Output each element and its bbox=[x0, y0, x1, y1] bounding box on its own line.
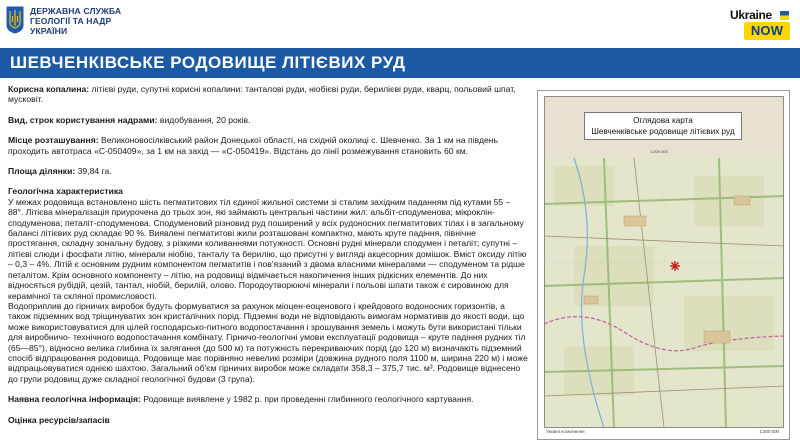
trident-emblem-icon bbox=[6, 6, 24, 34]
location-text: Великоновосілківський район Донецької області, на східній околиці с. Шевченко. За 1 км на південь проходить автотраса «С-050409», за 1 км на захід — «С-050419». Відстань до лінії розмежування становить 60 км. bbox=[8, 135, 499, 156]
ukraine-flag-icon bbox=[780, 11, 789, 20]
location-section bbox=[8, 135, 528, 156]
map-legend-label: Умовні позначення bbox=[546, 429, 585, 434]
agency-line-2: ГЕОЛОГІЇ ТА НАДР bbox=[30, 16, 112, 26]
usage-section bbox=[8, 115, 528, 125]
usage-label: Вид, строк користування надрами: bbox=[8, 114, 158, 125]
area-label: Площа ділянки: bbox=[8, 166, 76, 177]
brand-word: Ukraine bbox=[730, 8, 772, 22]
brand-badge: NOW bbox=[744, 22, 790, 40]
overview-map bbox=[537, 90, 790, 440]
resources-label: Оцінка ресурсів/запасів bbox=[8, 414, 110, 425]
deposit-description bbox=[8, 84, 528, 425]
ukraine-now-logo bbox=[730, 8, 792, 42]
usage-text: видобування, 20 років. bbox=[157, 114, 251, 125]
water-text: Водоприплив до гірничих виробок будуть формуватися за рахунок міоцен-еоценового і крейдового водоносних горизонтів, а також підземних вод тріщинуватих зон кристалічних порід. Підземні води не відповідають вимогам нормативів до якості води, що може використовуватися для цілей господарсько-питного водопостачання і зрошування земель і можуть бути використані тільки для виробничо- технічного водопостачання комбінату. Гірничо-геологічні умови експлуатації родовища – круте падіння рудних тіл (65—85°), відносно велика глибина їх залягання (до 500 м) та потужність перекриваючих порід (до 120 м) визначають підземний спосіб відпрацювання родовища. Родовище має порівняно невеликі розміри (довжина рудного поля 1100 м, ширина 220 м) і може відпрацьовуватися однією шахтою. Загальний об'єм гірничих виробок може складати 358,3 – 375,7 тис. м³. Родовище віднесено до групи родовищ дуже складної геологічної будови (3 група). bbox=[8, 300, 528, 384]
water-section bbox=[8, 301, 528, 384]
header bbox=[0, 0, 800, 46]
agency-name bbox=[30, 6, 121, 36]
area-section bbox=[8, 166, 528, 176]
location-label: Місце розташування: bbox=[8, 135, 99, 146]
title-bar bbox=[0, 48, 800, 78]
geology-section bbox=[8, 186, 528, 300]
area-text: 39,84 га. bbox=[75, 166, 112, 177]
map-caption-title: Оглядова карта bbox=[633, 116, 693, 125]
agency-line-3: УКРАЇНИ bbox=[30, 26, 68, 36]
minerals-text: літієві руди, супутні корисні копалини: танталові руди, ніобієві руди, берилієві руди, кварц, польовий шпат, мусковіт. bbox=[8, 84, 516, 105]
map-scale-label: 1:200 000 bbox=[650, 149, 668, 154]
map-footer-scale: 1:200 000 bbox=[759, 429, 779, 434]
info-label: Наявна геологічна інформація: bbox=[8, 394, 141, 405]
agency-line-1: ДЕРЖАВНА СЛУЖБА bbox=[30, 6, 122, 16]
minerals-section bbox=[8, 84, 528, 105]
map-caption bbox=[584, 112, 742, 140]
info-section bbox=[8, 394, 528, 404]
info-text: Родовище виявлене у 1982 р. при проведенні глибинного геологічного картування. bbox=[140, 394, 474, 405]
resources-section bbox=[8, 415, 528, 425]
deposit-star-icon bbox=[670, 261, 680, 271]
geology-heading: Геологічна характеристика bbox=[8, 186, 123, 197]
map-image bbox=[544, 96, 784, 428]
minerals-label: Корисна копалина: bbox=[8, 84, 90, 94]
page-title: ШЕВЧЕНКІВСЬКЕ РОДОВИЩЕ ЛІТІЄВИХ РУД bbox=[10, 53, 406, 72]
geology-text: У межах родовища встановлено шість пегматитових тіл єдиної жильної системи зі сталим західним паданням під кутами 55 – 88°. Літієва мінералізація приурочена до трьох зон, які займають центральні частини жил: альбіт-сподуменова; мікроклін-сподуменова; петаліт-сподуменова. Сподуменовий різновид руд поширений у всіх рудоносних пегматитових тілах і в загальному балансі літієвих руд складає 90 %. Виявлені пегматитові жили розташовані компактно, мають круте падіння, північне простягання, складну зональну будову, з різкими коливаннями потужності. Основні рудні мінерали сподумен і петаліт; супутні – літієві слюди і фосфати літію, мінерали ніобію, танталу та берилію, що присутні у вигляді акцесорних домішок. Вміст оксиду літію – 0,3 – 4%. Літій є основним рудним компонентом пегматитів і пов'язаний з двома власними мінералами — сподуменом та рідше петалітом. Крім основного компоненту – літію, на родовищі відмічається накопичення інших рідкісних елементів. До них відносяться рубідій, цезій, тантал, ніобій, берилій, олово. Породоутворюючі мінерали і польові шпати також є сировиною для керамічної та скляної промисловості. bbox=[8, 196, 527, 301]
map-caption-subtitle: Шевченківське родовище літієвих руд bbox=[591, 127, 735, 136]
